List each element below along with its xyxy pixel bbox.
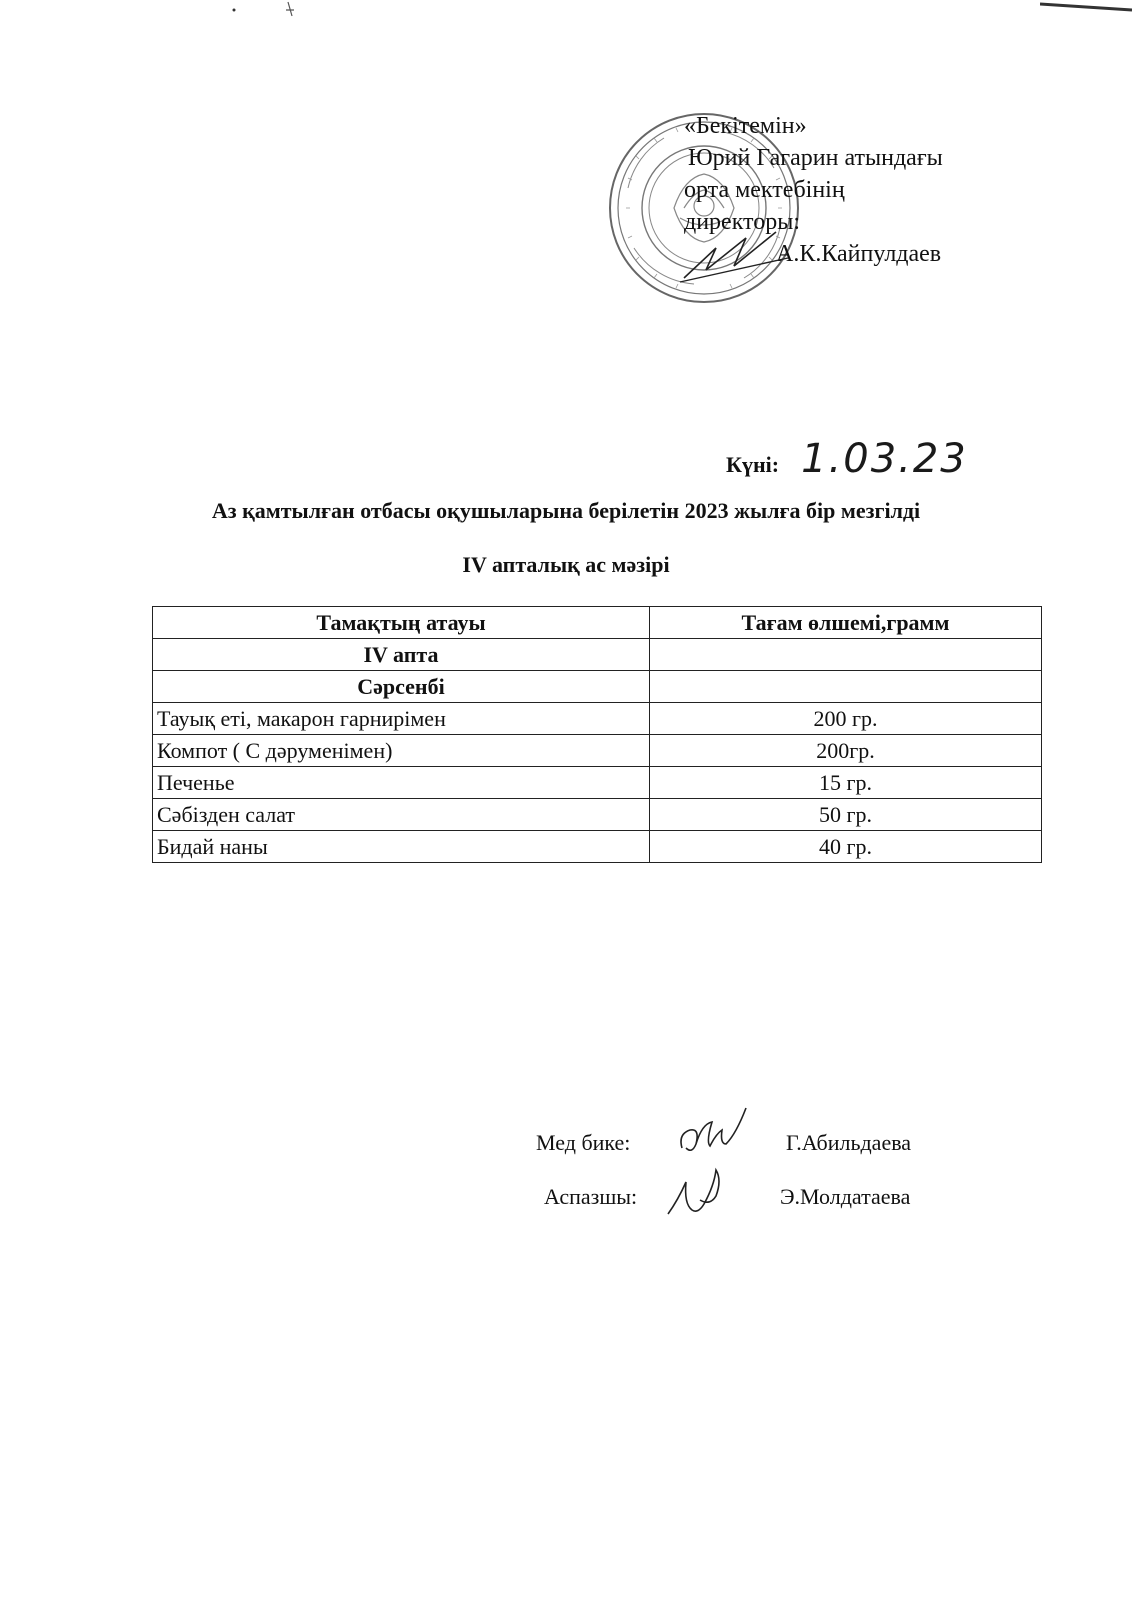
approval-block [684,110,1004,270]
table-row [153,703,1042,735]
approval-director-name: А.К.Кайпулдаев [776,241,942,267]
dish-name: Печенье [153,767,650,799]
approval-school-name: Юрий Гагарин атындағы [688,145,943,171]
header-dish-name: Тамақтың атауы [153,607,650,639]
date-row [726,436,968,482]
cook-name: Э.Молдатаева [780,1184,911,1209]
document-title: Аз қамтылған отбасы оқушыларына берілетін 2023 жылға бір мезгілді [211,498,921,523]
date-label: Күні: [726,452,780,477]
approval-position: директоры: [684,209,801,235]
dish-name: Сәбізден салат [153,799,650,831]
cook-signature [664,1160,734,1220]
day-row [153,671,1042,703]
dish-name: Бидай наны [153,831,650,863]
week-empty-cell [650,639,1042,671]
dish-amount: 50 гр. [650,799,1042,831]
scan-corner-mark [1040,0,1132,12]
dish-amount: 15 гр. [650,767,1042,799]
week-row [153,639,1042,671]
table-row [153,831,1042,863]
table-row [153,799,1042,831]
table-row [153,767,1042,799]
week-label: IV апта [153,639,650,671]
day-empty-cell [650,671,1042,703]
nurse-signature [676,1104,756,1164]
day-label: Сәрсенбі [153,671,650,703]
table-row [153,735,1042,767]
cook-label: Аспазшы: [544,1184,638,1209]
approval-heading: «Бекітемін» [684,113,807,139]
table-header-row [153,607,1042,639]
date-value-handwritten: 1.03.23 [801,436,968,482]
dish-amount: 200 гр. [650,703,1042,735]
document-subtitle: IV апталық ас мәзірі [462,552,670,577]
nurse-label: Мед бике: [536,1130,631,1155]
dish-amount: 40 гр. [650,831,1042,863]
header-portion-size: Тағам өлшемі,грамм [650,607,1042,639]
nurse-name: Г.Абильдаева [786,1130,912,1155]
dish-amount: 200гр. [650,735,1042,767]
scan-dot-mark [226,0,306,20]
dish-name: Тауық еті, макарон гарнирімен [153,703,650,735]
dish-name: Компот ( С дәруменімен) [153,735,650,767]
menu-table [152,606,1042,863]
approval-school-type: орта мектебінің [684,177,845,203]
